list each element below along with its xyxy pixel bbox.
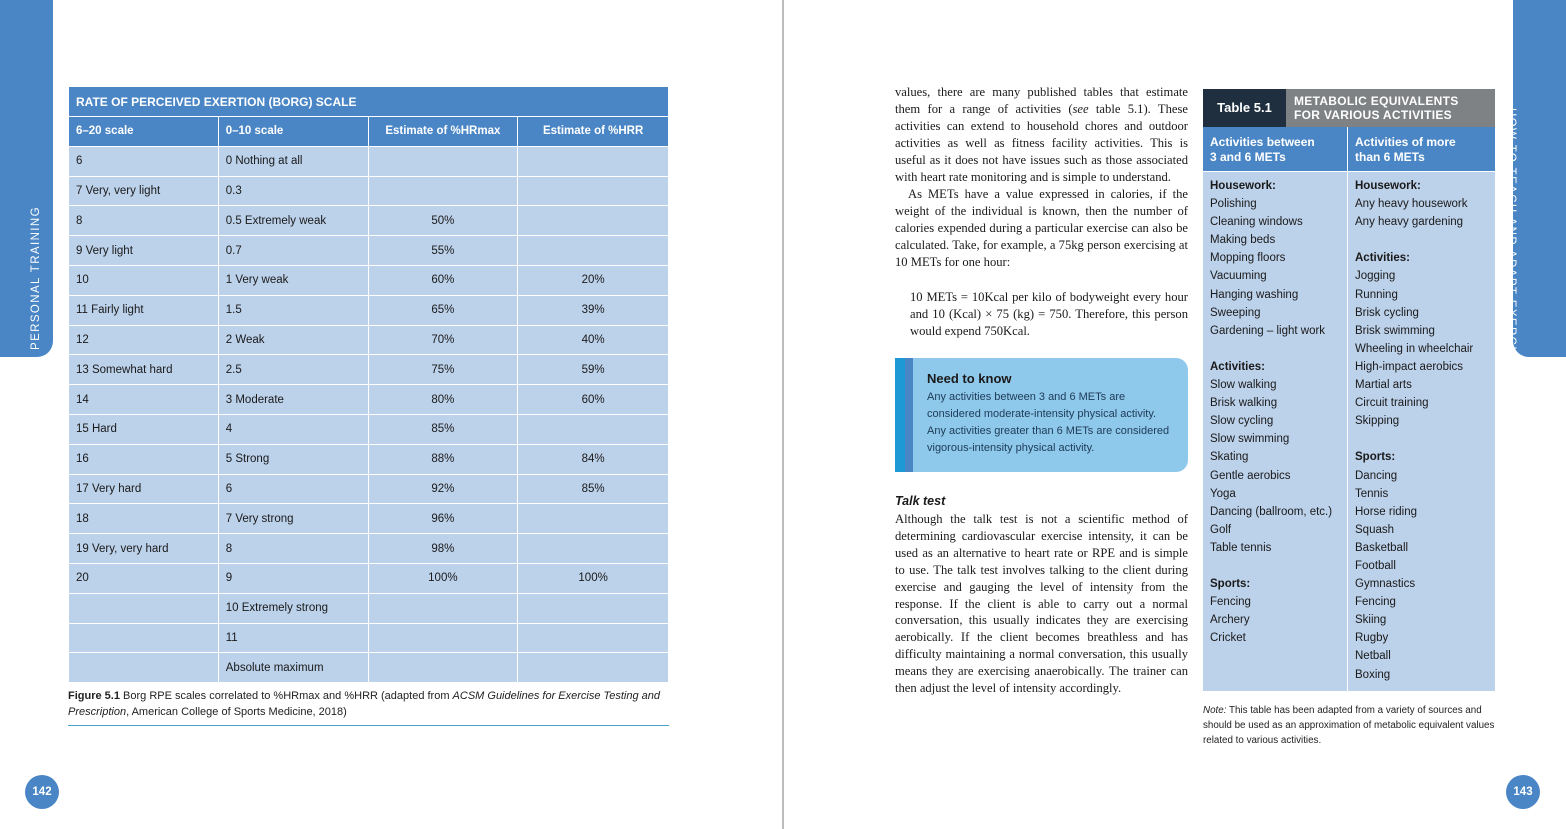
table-cell <box>518 236 669 266</box>
table-title-line: METABOLIC EQUIVALENTS <box>1294 94 1459 108</box>
need-line: vigorous-intensity physical activity. <box>927 442 1095 454</box>
list-item: Rugby <box>1355 632 1389 645</box>
table-cell <box>368 146 518 176</box>
table-cell: 6 <box>218 474 368 504</box>
list-heading: Sports: <box>1210 578 1251 591</box>
figure-label: Figure 5.1 <box>68 690 120 702</box>
table-cell <box>368 653 518 683</box>
table-note <box>1203 703 1495 748</box>
list-item: High-impact aerobics <box>1355 360 1464 373</box>
table-row <box>69 623 669 653</box>
list-item: Fencing <box>1210 596 1251 609</box>
table-cell: 0.7 <box>218 236 368 266</box>
table-cell: 7 Very strong <box>218 504 368 534</box>
need-line: Any activities greater than 6 METs are considered <box>927 425 1170 437</box>
table-cell: 18 <box>69 504 219 534</box>
talk-test-heading: Talk test <box>895 494 946 508</box>
table-5-1-label: Table 5.1 <box>1203 89 1286 127</box>
table-cell: 4 <box>218 414 368 444</box>
note-text: This table has been adapted from a variety of sources and should be used as an approximation of metabolic equivalent values related to various activities. <box>1203 705 1495 746</box>
list-item: Yoga <box>1210 487 1236 500</box>
list-item: Archery <box>1210 614 1250 627</box>
paragraph-calculation: 10 METs = 10Kcal per kilo of bodyweight every hour and 10 (Kcal) × 75 (kg) = 750. Therefore, this person would expend 750Kcal. <box>910 290 1188 338</box>
table-cell: 50% <box>368 206 518 236</box>
borg-scale-table <box>68 86 669 683</box>
list-item: Any heavy housework <box>1355 198 1468 211</box>
list-item: Basketball <box>1355 541 1409 554</box>
table-cell: 96% <box>368 504 518 534</box>
table-cell: 16 <box>69 444 219 474</box>
table-row <box>69 593 669 623</box>
list-item: Brisk cycling <box>1355 306 1419 319</box>
table-row <box>69 444 669 474</box>
table-cell: 98% <box>368 534 518 564</box>
borg-table-title: RATE OF PERCEIVED EXERTION (BORG) SCALE <box>69 87 669 117</box>
table-cell <box>368 593 518 623</box>
chapter-side-tab-left <box>0 0 53 357</box>
list-item: Wheeling in wheelchair <box>1355 342 1474 355</box>
table-cell: Absolute maximum <box>218 653 368 683</box>
header-line: than 6 METs <box>1355 150 1425 164</box>
table-cell: 11 Fairly light <box>69 295 219 325</box>
table-cell: 2 Weak <box>218 325 368 355</box>
list-item: Horse riding <box>1355 505 1417 518</box>
para1-see: see <box>1072 101 1089 116</box>
paragraph-mets-tables <box>895 84 1188 185</box>
list-item: Running <box>1355 288 1398 301</box>
list-item: Golf <box>1210 523 1232 536</box>
table-row <box>69 474 669 504</box>
need-to-know-text <box>927 389 1177 457</box>
list-item: Skipping <box>1355 415 1400 428</box>
table-cell: 20 <box>69 563 219 593</box>
table-cell: 100% <box>518 563 669 593</box>
need-to-know-box <box>895 358 1188 472</box>
list-item: Mopping floors <box>1210 252 1286 265</box>
paragraph-talk-test: Although the talk test is not a scientific method of determining cardiovascular exercise intensity, it can be used as an alternative to heart rate or RPE and is simple to use. The talk test involves talking to the client during exercise and gauging the level of intensity from the response. If the client is able to carry out a normal conversation, this usually indicates they are exercising aerobically. If the client becomes breathless and has difficulty maintaining a normal conversation, this usually means they are exercising anaerobically. The trainer can then adjust the level of intensity accordingly. <box>895 512 1188 696</box>
list-item: Slow walking <box>1210 379 1277 392</box>
table-cell <box>518 176 669 206</box>
borg-column-header: Estimate of %HRmax <box>368 117 518 147</box>
table-cell <box>69 653 219 683</box>
figure-caption <box>68 689 669 720</box>
para1-text-b: table 5.1). These activities can extend to household chores and outdoor activities as well as fitness facility activities. This is useful as it does not have issues such as those associated with heart rate monitoring and is simple to understand. <box>895 101 1188 184</box>
table-cell <box>518 623 669 653</box>
table-row <box>69 146 669 176</box>
list-item: Fencing <box>1355 596 1396 609</box>
table-column-header-moderate <box>1203 127 1347 171</box>
table-cell: 11 <box>218 623 368 653</box>
list-heading: Sports: <box>1355 451 1396 464</box>
table-cell: 84% <box>518 444 669 474</box>
need-box-accent-bar-inner <box>905 358 913 472</box>
list-item: Gymnastics <box>1355 578 1416 591</box>
borg-column-header: Estimate of %HRR <box>518 117 669 147</box>
list-item: Gentle aerobics <box>1210 469 1291 482</box>
list-item: Tennis <box>1355 487 1389 500</box>
list-item: Cleaning windows <box>1210 216 1303 229</box>
table-cell: 100% <box>368 563 518 593</box>
table-cell: 19 Very, very hard <box>69 534 219 564</box>
table-cell: 39% <box>518 295 669 325</box>
page-number-right: 143 <box>1506 775 1540 809</box>
need-to-know-title: Need to know <box>927 371 1012 386</box>
table-cell: 40% <box>518 325 669 355</box>
list-item: Circuit training <box>1355 397 1429 410</box>
table-row <box>69 325 669 355</box>
side-tab-label-left: PERSONAL TRAINING <box>30 206 42 350</box>
para1-text-a: values, there are many published tables that estimate them for a range of activities ( <box>895 85 1188 116</box>
table-cell: 10 <box>69 265 219 295</box>
page-number-left: 142 <box>25 775 59 809</box>
table-cell: 8 <box>218 534 368 564</box>
table-cell: 80% <box>368 385 518 415</box>
table-cell <box>518 414 669 444</box>
list-item <box>1210 340 1347 358</box>
list-item: Sweeping <box>1210 306 1261 319</box>
need-line: considered moderate-intensity physical activity. <box>927 408 1157 420</box>
table-cell: 9 <box>218 563 368 593</box>
table-row <box>69 563 669 593</box>
list-item: Netball <box>1355 650 1391 663</box>
table-cell <box>69 623 219 653</box>
table-row <box>69 355 669 385</box>
table-cell: 0.5 Extremely weak <box>218 206 368 236</box>
need-line: Any activities between 3 and 6 METs are <box>927 391 1126 403</box>
table-cell: 20% <box>518 265 669 295</box>
table-5-1-title <box>1286 89 1495 127</box>
list-item: Slow cycling <box>1210 415 1274 428</box>
table-column-vigorous <box>1348 172 1495 691</box>
note-label: Note: <box>1203 705 1227 716</box>
table-cell: 92% <box>368 474 518 504</box>
list-item: Gardening – light work <box>1210 324 1326 337</box>
table-cell: 6 <box>69 146 219 176</box>
table-row <box>69 504 669 534</box>
table-cell: 1 Very weak <box>218 265 368 295</box>
list-item: Brisk swimming <box>1355 324 1435 337</box>
list-heading: Activities: <box>1355 252 1410 265</box>
table-row <box>69 206 669 236</box>
list-item: Any heavy gardening <box>1355 216 1464 229</box>
list-item: Skiing <box>1355 614 1387 627</box>
table-column-divider <box>1347 127 1348 691</box>
table-cell: 1.5 <box>218 295 368 325</box>
table-cell: 14 <box>69 385 219 415</box>
table-cell: 55% <box>368 236 518 266</box>
list-heading: Housework: <box>1210 180 1276 192</box>
list-item: Boxing <box>1355 668 1391 681</box>
table-cell: 59% <box>518 355 669 385</box>
list-item: Brisk walking <box>1210 397 1278 410</box>
table-cell: 60% <box>518 385 669 415</box>
header-line: Activities of more <box>1355 135 1456 149</box>
list-item: Jogging <box>1355 270 1396 283</box>
table-cell: 88% <box>368 444 518 474</box>
list-item: Polishing <box>1210 198 1257 211</box>
list-item: Skating <box>1210 451 1249 464</box>
table-cell: 65% <box>368 295 518 325</box>
list-item: Hanging washing <box>1210 288 1299 301</box>
table-column-moderate <box>1203 172 1347 691</box>
table-row <box>69 295 669 325</box>
list-item: Making beds <box>1210 234 1276 247</box>
chapter-side-tab-right <box>1513 0 1566 357</box>
header-line: Activities between <box>1210 135 1315 149</box>
list-item <box>1355 231 1495 249</box>
list-item: Vacuuming <box>1210 270 1267 283</box>
table-cell: 0 Nothing at all <box>218 146 368 176</box>
table-cell: 60% <box>368 265 518 295</box>
borg-column-header: 0–10 scale <box>218 117 368 147</box>
table-row <box>69 414 669 444</box>
list-item <box>1355 430 1495 448</box>
table-cell <box>518 504 669 534</box>
table-cell <box>518 206 669 236</box>
table-row <box>69 176 669 206</box>
table-row <box>69 385 669 415</box>
list-item: Martial arts <box>1355 379 1412 392</box>
table-row <box>69 653 669 683</box>
table-cell: 10 Extremely strong <box>218 593 368 623</box>
table-cell <box>368 623 518 653</box>
table-cell: 12 <box>69 325 219 355</box>
header-line: 3 and 6 METs <box>1210 150 1286 164</box>
table-cell: 75% <box>368 355 518 385</box>
table-cell <box>518 534 669 564</box>
borg-column-header: 6–20 scale <box>69 117 219 147</box>
list-item <box>1210 557 1347 575</box>
table-cell <box>518 653 669 683</box>
table-cell: 17 Very hard <box>69 474 219 504</box>
need-box-accent-bar <box>895 358 905 472</box>
caption-rule <box>68 725 669 726</box>
list-item: Slow swimming <box>1210 433 1290 446</box>
table-row <box>69 265 669 295</box>
table-cell: 5 Strong <box>218 444 368 474</box>
side-tab-label-right: HOW TO TEACH AND ADAPT EXERCISES <box>1505 108 1517 379</box>
list-item: Squash <box>1355 523 1395 536</box>
table-cell <box>368 176 518 206</box>
table-cell: 9 Very light <box>69 236 219 266</box>
table-cell: 0.3 <box>218 176 368 206</box>
table-cell <box>518 593 669 623</box>
caption-text-b: , American College of Sports Medicine, 2018) <box>126 705 347 718</box>
table-column-header-vigorous <box>1348 127 1495 171</box>
table-cell: 70% <box>368 325 518 355</box>
paragraph-calories: As METs have a value expressed in calories, if the weight of the individual is known, then the number of calories expended during a particular exercise can also be calculated. Take, for example, a 75kg person exercising at 10 METs for one hour: <box>895 187 1188 269</box>
caption-book-title: ACSM Guidelines for Exercise Testing and Prescription <box>68 690 661 718</box>
table-title-line: FOR VARIOUS ACTIVITIES <box>1294 107 1452 122</box>
table-cell: 15 Hard <box>69 414 219 444</box>
table-cell: 85% <box>518 474 669 504</box>
list-heading: Activities: <box>1210 360 1265 373</box>
caption-text-a: Borg RPE scales correlated to %HRmax and %HRR (adapted from <box>119 690 453 702</box>
table-row <box>69 534 669 564</box>
list-item: Cricket <box>1210 632 1246 645</box>
table-cell <box>518 146 669 176</box>
list-item: Dancing (ballroom, etc.) <box>1210 505 1333 518</box>
table-cell <box>69 593 219 623</box>
table-cell: 2.5 <box>218 355 368 385</box>
table-cell: 85% <box>368 414 518 444</box>
table-cell: 7 Very, very light <box>69 176 219 206</box>
table-row <box>69 236 669 266</box>
list-item: Table tennis <box>1210 541 1272 554</box>
list-item: Football <box>1355 559 1396 572</box>
table-cell: 3 Moderate <box>218 385 368 415</box>
list-item: Dancing <box>1355 469 1398 482</box>
table-cell: 13 Somewhat hard <box>69 355 219 385</box>
table-cell: 8 <box>69 206 219 236</box>
list-heading: Housework: <box>1355 180 1421 192</box>
